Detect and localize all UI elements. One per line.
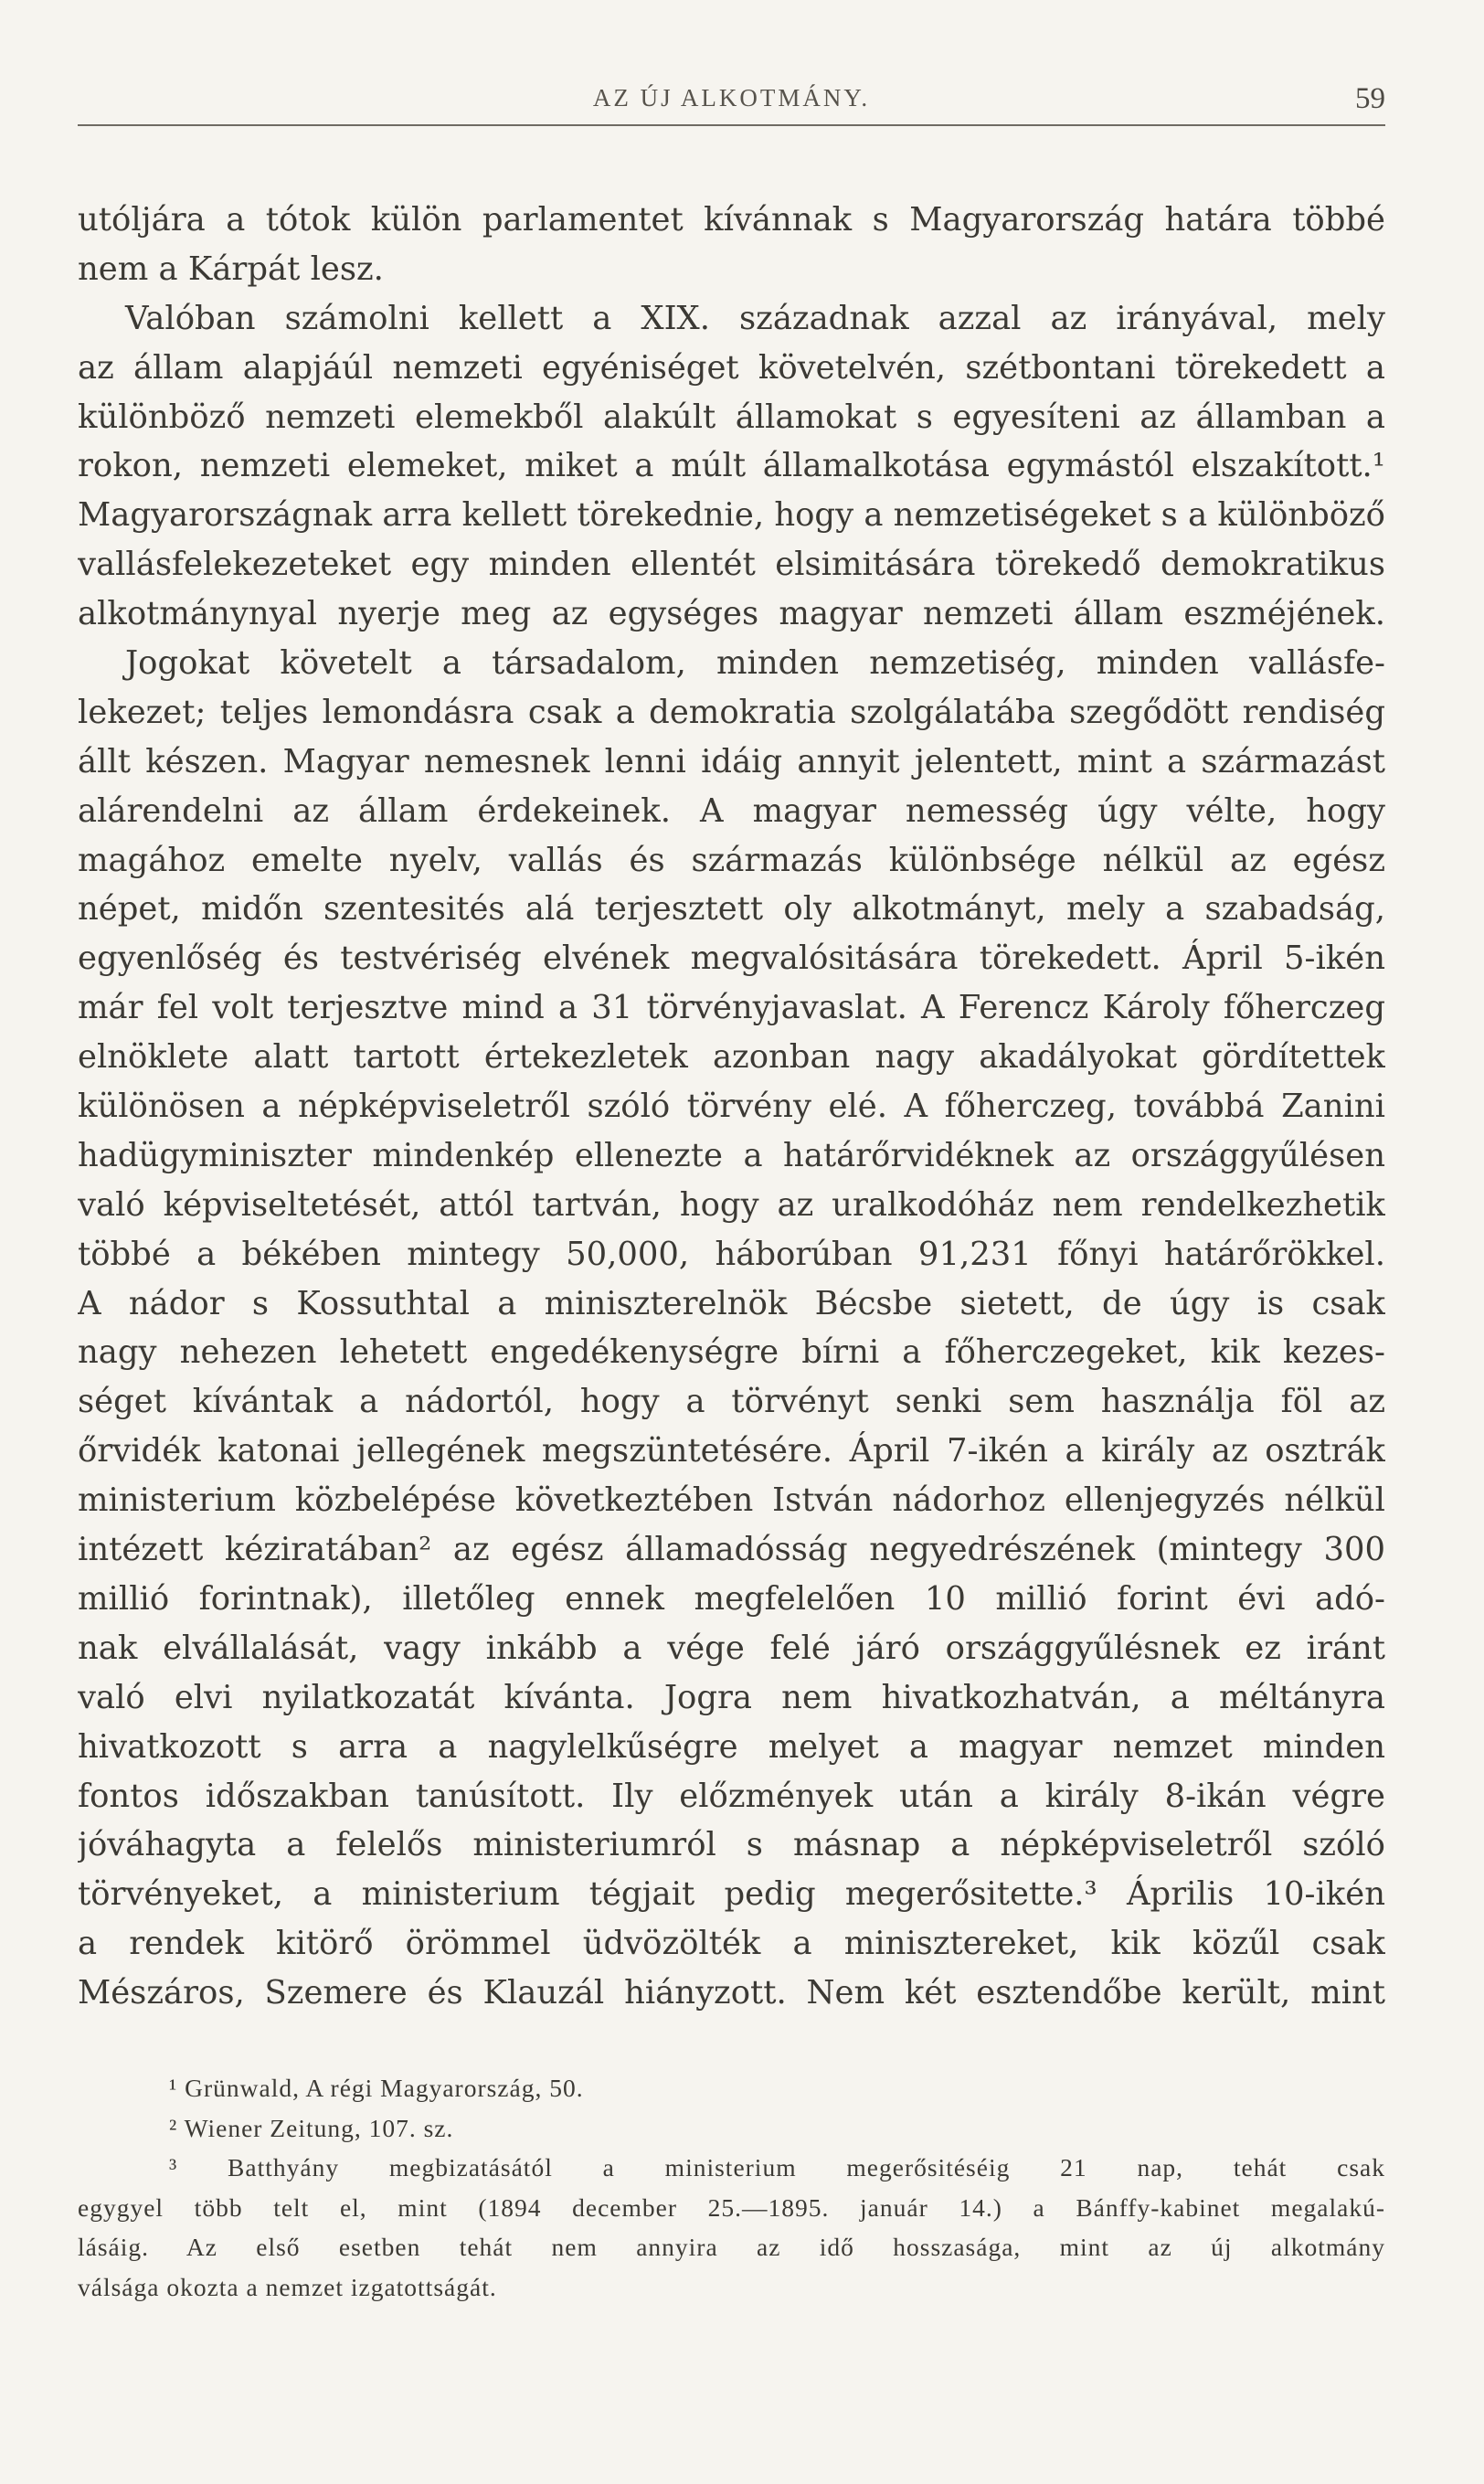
body-line: jóváhagyta a felelős ministeriumról s másnap a népképviseletről szóló [78,1826,1385,1864]
body-line: hivatkozott s arra a nagylelkűségre melyet a magyar nemzet minden [78,1727,1385,1766]
footnotes [78,2068,1385,2308]
body-line: törvényeket, a ministerium tégjait pedig megerősitette.³ Április 10-ikén [78,1875,1385,1914]
body-line: magához emelte nyelv, vallás és származás különbsége nélkül az egész [78,841,1385,879]
body-line: állt készen. Magyar nemesnek lenni idáig annyit jelentett, mint a származást [78,742,1385,780]
body-line: hadügyminiszter mindenkép ellenezte a határőrvidéknek az országgyűlésen [78,1136,1385,1174]
footnote-1: ¹ Grünwald, A régi Magyarország, 50. [169,2074,584,2102]
body-line: való képviseltetését, attól tartván, hogy az uralkodóház nem rendelkezhetik [78,1185,1385,1224]
body-line: utóljára a tótok külön parlamentet kívánnak s Magyarország határa többé [78,201,1385,239]
page-number: 59 [1355,82,1385,115]
body-line: Jogokat követelt a társadalom, minden nemzetiség, minden vallásfe- [125,644,1385,683]
body-line: fontos időszakban tanúsított. Ily előzmények után a király 8-ikán végre [78,1777,1385,1815]
body-line: elnöklete alatt tartott értekezletek azonban nagy akadályokat gördítettek [78,1038,1385,1077]
body-line: nak elvállalását, vagy inkább a vége felé járó országgyűlésnek ez iránt [78,1629,1385,1667]
footnote-3-line: ³ Batthyány megbizatásától a ministerium megerősitéséig 21 nap, tehát csak [169,2153,1385,2182]
body-line: nagy nehezen lehetett engedékenységre bírni a főherczegeket, kik kezes- [78,1333,1385,1372]
body-line: már fel volt terjesztve mind a 31 törvényjavaslat. A Ferencz Károly főherczeg [78,989,1385,1027]
body-line: az állam alapjáúl nemzeti egyéniséget követelvén, szétbontani törekedett a [78,348,1385,387]
body-line: alárendelni az állam érdekeinek. A magyar nemesség úgy vélte, hogy [78,791,1385,830]
footnote-3-line: egygyel több telt el, mint (1894 december 25.—1895. január 14.) a Bánffy-kabinet megalakú- [78,2192,1385,2222]
body-line: őrvidék katonai jellegének megszüntetésére. Ápril 7-ikén a király az osztrák [78,1432,1385,1470]
running-title: AZ ÚJ ALKOTMÁNY. [592,84,871,111]
body-line: Valóban számolni kellett a XIX. századnak azzal az irányával, mely [125,299,1385,337]
footnote-3-line: válsága okozta a nemzet izgatottságát. [78,2272,497,2301]
body-line: a rendek kitörő örömmel üdvözölték a minisztereket, kik közűl csak [78,1925,1385,1963]
body-line: rokon, nemzeti elemeket, miket a múlt államalkotása egymástól elszakított.¹ [78,447,1385,485]
body-line: való elvi nyilatkozatát kívánta. Jogra nem hivatkozhatván, a méltányra [78,1678,1385,1716]
body-line: népet, midőn szentesités alá terjesztett oly alkotmányt, mely a szabadság, [78,890,1385,929]
body-line: Mészáros, Szemere és Klauzál hiányzott. Nem két esztendőbe került, mint [78,1974,1385,2012]
body-line: séget kívántak a nádortól, hogy a törvényt senki sem használja föl az [78,1383,1385,1421]
body-line: Magyarországnak arra kellett törekednie, hogy a nemzetiségeket s a különböző [78,496,1385,535]
body-line: millió forintnak), illetőleg ennek megfelelően 10 millió forint évi adó- [78,1579,1385,1618]
body-line: különösen a népképviseletről szóló törvény elé. A főherczeg, továbbá Zanini [78,1088,1385,1126]
body-line: vallásfelekezeteket egy minden ellentét elsimitására törekedő demokratikus [78,546,1385,584]
body-line: egyenlőség és testvériség elvének megvalósitására törekedett. Ápril 5-ikén [78,939,1385,978]
body-line: többé a békében mintegy 50,000, háborúban 91,231 főnyi határőrökkel. [78,1235,1385,1273]
body-line: lekezet; teljes lemondásra csak a demokratia szolgálatába szegődött rendiség [78,693,1385,731]
footnote-2: ² Wiener Zeitung, 107. sz. [169,2113,454,2142]
body-text [78,196,1385,2018]
page-header [78,84,1385,126]
body-line: intézett kéziratában² az egész államadósság negyedrészének (mintegy 300 [78,1531,1385,1569]
body-line: nem a Kárpát lesz. [78,249,384,288]
body-line: A nádor s Kossuthtal a miniszterelnök Bécsbe sietett, de úgy is csak [78,1284,1385,1322]
body-line: különböző nemzeti elemekből alakúlt államokat s egyesíteni az államban a [78,398,1385,436]
body-line: ministerium közbelépése következtében István nádorhoz ellenjegyzés nélkül [78,1481,1385,1520]
body-line: alkotmánynyal nyerje meg az egységes magyar nemzeti állam eszméjének. [78,595,1385,633]
footnote-3-line: lásáig. Az első esetben tehát nem annyira az idő hosszasága, mint az új alkotmány [78,2233,1385,2262]
